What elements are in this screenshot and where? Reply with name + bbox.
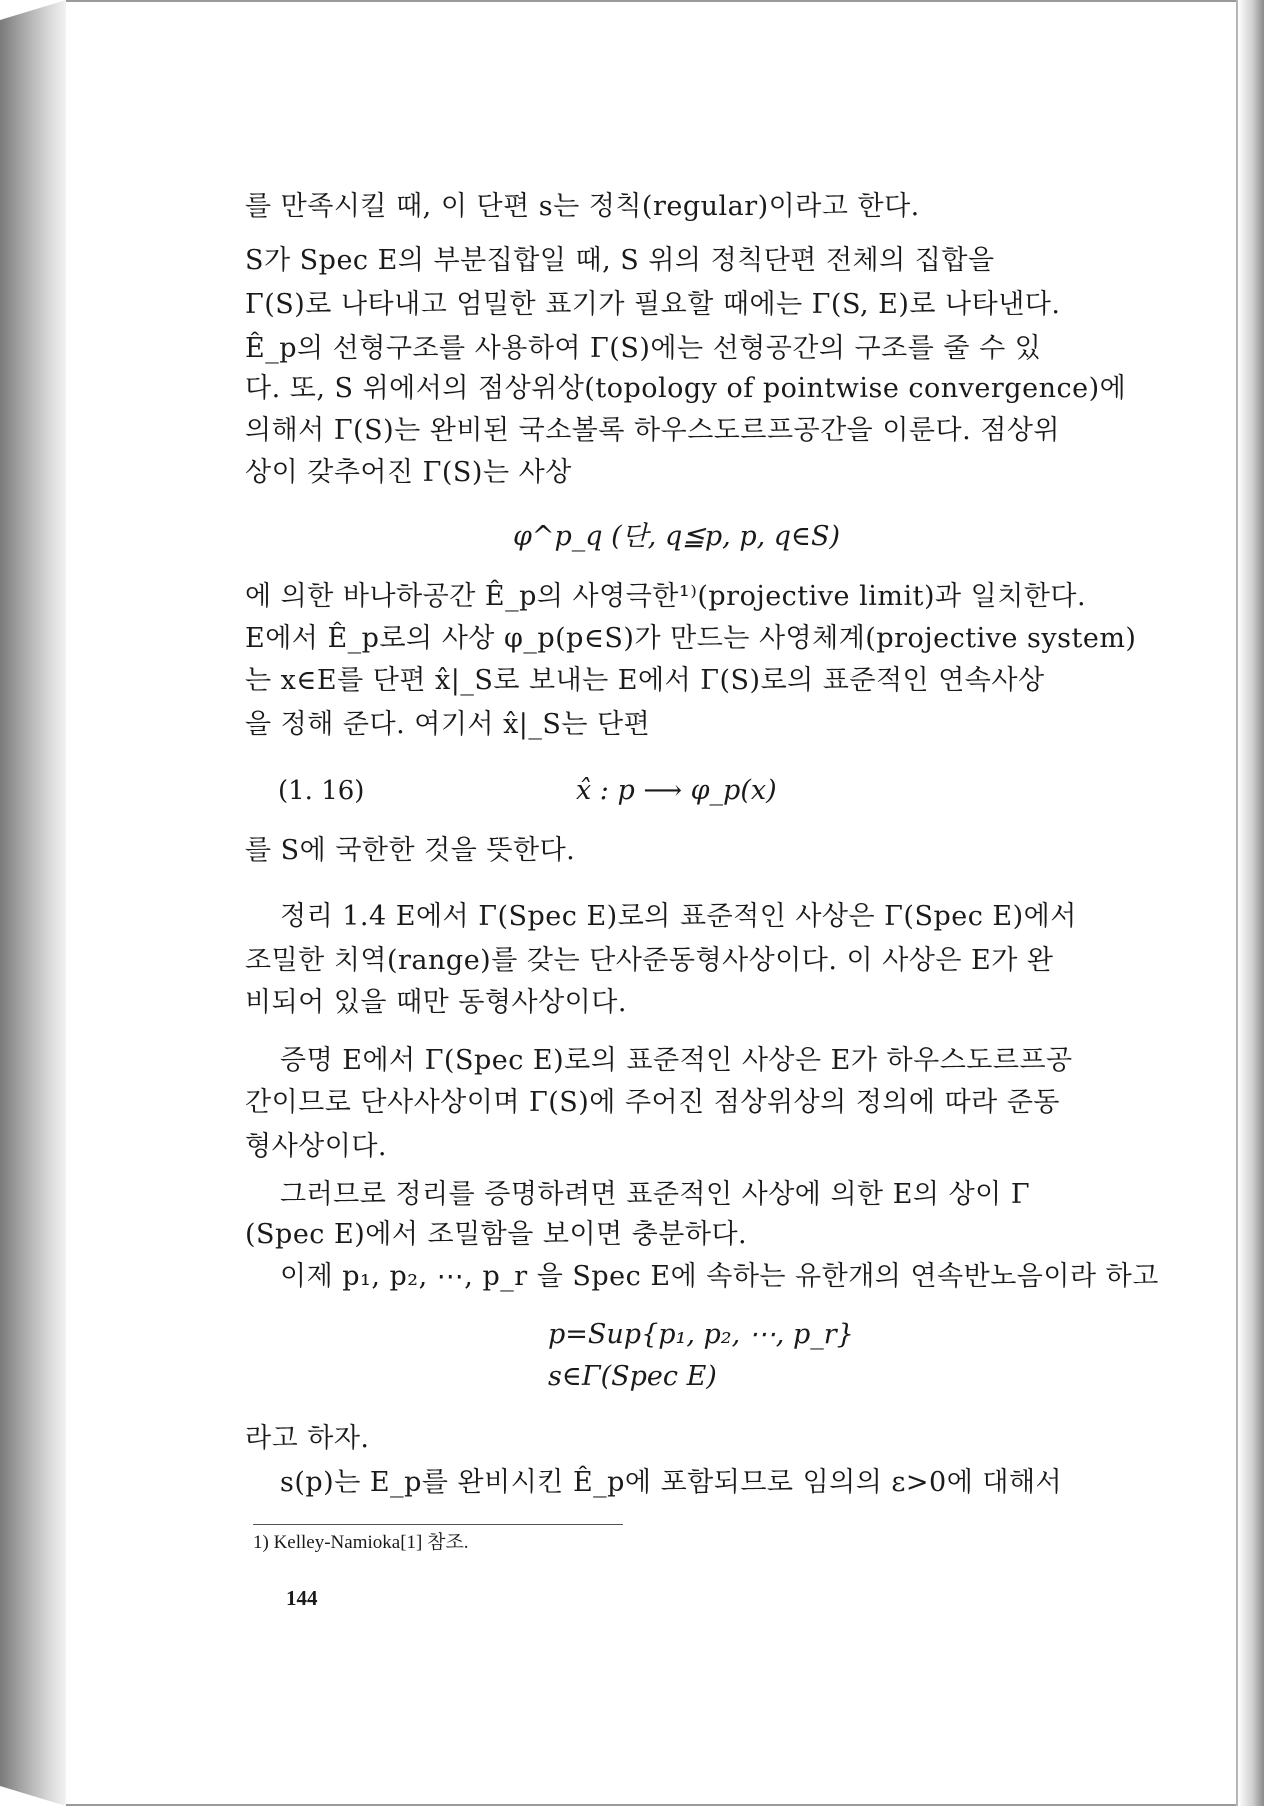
text-line: 간이므로 단사사상이며 Γ(S)에 주어진 점상위상의 정의에 따라 준동	[245, 1087, 1061, 1118]
text-line: 상이 갖추어진 Γ(S)는 사상	[245, 457, 572, 488]
text-line: (Spec E)에서 조밀함을 보이면 충분하다.	[245, 1219, 748, 1250]
footnote: 1) Kelley-Namioka[1] 참조.	[253, 1532, 469, 1553]
text-line: 의해서 Γ(S)는 완비된 국소볼록 하우스도르프공간을 이룬다. 점상위	[245, 415, 1061, 446]
text-line: 에 의한 바나하공간 Ê_p의 사영극한¹⁾(projective limit)과 일치한다.	[245, 581, 1087, 612]
equation-sup: p=Sup{p₁, p₂, ⋯, p_r}	[548, 1319, 854, 1350]
text-line: 비되어 있을 때만 동형사상이다.	[245, 987, 627, 1018]
text-line: 이제 p₁, p₂, ⋯, p_r 을 Spec E에 속하는 유한개의 연속반노음이라 하고	[280, 1261, 1159, 1292]
text-line: E에서 Ê_p로의 사상 φ_p(p∈S)가 만드는 사영체계(projective system)	[245, 623, 1137, 654]
text-line: 을 정해 준다. 여기서 x̂|_S는 단편	[245, 709, 651, 740]
page-number: 144	[286, 1586, 318, 1610]
theorem-1-4: 정리 1.4 E에서 Γ(Spec E)로의 표준적인 사상은 Γ(Spec E)에서	[280, 901, 1077, 932]
page-shadow	[1238, 0, 1264, 1806]
text-line: S가 Spec E의 부분집합일 때, S 위의 정칙단편 전체의 집합을	[245, 245, 995, 276]
text-line: 형사상이다.	[245, 1131, 387, 1162]
equation-1-16: x̂ : p ⟶ φ_p(x)	[576, 775, 777, 806]
text-line: 는 x∈E를 단편 x̂|_S로 보내는 E에서 Γ(S)로의 표준적인 연속사상	[245, 665, 1045, 696]
proof-start: 증명 E에서 Γ(Spec E)로의 표준적인 사상은 E가 하우스도르프공	[280, 1045, 1073, 1076]
text-line: 다. 또, S 위에서의 점상위상(topology of pointwise convergence)에	[245, 373, 1127, 404]
equation-number: (1. 16)	[278, 776, 365, 806]
text-line: s(p)는 E_p를 완비시킨 Ê_p에 포함되므로 임의의 ε>0에 대해서	[280, 1467, 1063, 1498]
book-spine	[0, 0, 66, 1806]
text-line: 를 만족시킬 때, 이 단편 s는 정칙(regular)이라고 한다.	[245, 191, 920, 222]
equation-s-in-gamma: s∈Γ(Spec E)	[548, 1361, 717, 1392]
text-line: 조밀한 치역(range)를 갖는 단사준동형사상이다. 이 사상은 E가 완	[245, 945, 1054, 976]
equation-phi: φ^p_q (단, q≦p, p, q∈S)	[513, 521, 841, 552]
text-line: 라고 하자.	[245, 1423, 370, 1454]
text-line: 를 S에 국한한 것을 뜻한다.	[245, 835, 576, 866]
text-line: 그러므로 정리를 증명하려면 표준적인 사상에 의한 E의 상이 Γ	[280, 1179, 1031, 1210]
text-line: Γ(S)로 나타내고 엄밀한 표기가 필요할 때에는 Γ(S, E)로 나타낸다.	[245, 289, 1061, 320]
text-line: Ê_p의 선형구조를 사용하여 Γ(S)에는 선형공간의 구조를 줄 수 있	[245, 333, 1042, 364]
footnote-divider	[253, 1524, 623, 1525]
